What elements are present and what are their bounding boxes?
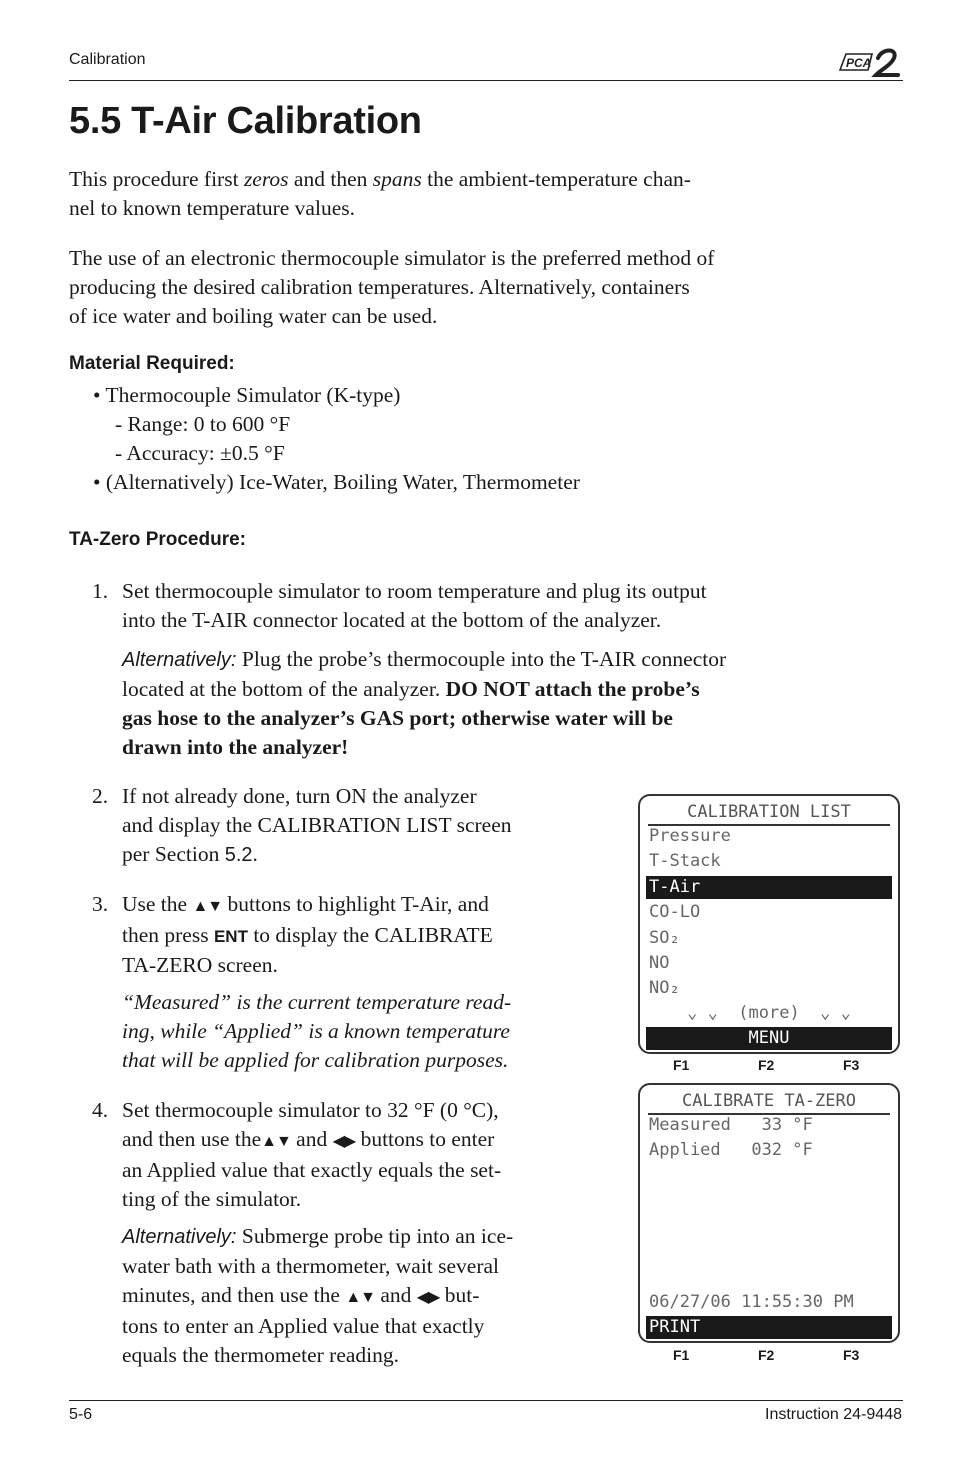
running-header: Calibration — [69, 51, 146, 68]
calibration-list-item[interactable]: NO — [649, 953, 670, 973]
text-line: The use of an electronic thermocouple simulator is the preferred method of — [69, 246, 715, 270]
applied-value[interactable]: Applied 032 °F — [649, 1140, 813, 1160]
text-run: minutes, and then use the — [122, 1283, 346, 1307]
intro-paragraph-1 — [69, 165, 899, 223]
up-down-arrows-icon: ▲▼ — [261, 1133, 291, 1150]
text-line: ing, while “Applied” is a known temperature — [122, 1019, 510, 1043]
emphasis-zeros: zeros — [243, 167, 289, 191]
text-line: water bath with a thermometer, wait several — [122, 1254, 500, 1278]
material-item: • (Alternatively) Ice-Water, Boiling Water, Thermometer — [93, 470, 580, 494]
step-3-text — [122, 890, 493, 980]
text-line: If not already done, turn ON the analyzer — [122, 784, 477, 808]
step-3-note — [122, 988, 511, 1075]
step-number: 1. — [92, 579, 109, 603]
material-heading: Material Required: — [69, 353, 235, 374]
ent-key-label: ENT — [213, 927, 248, 946]
text-line: producing the desired calibration temperatures. Alternatively, containers — [69, 275, 690, 299]
text-line: of ice water and boiling water can be used. — [69, 304, 438, 328]
alternatively-label: Alternatively: — [122, 1226, 237, 1248]
text-line: an Applied value that exactly equals the set- — [122, 1158, 502, 1182]
warning-text: gas hose to the analyzer’s GAS port; otherwise water will be — [122, 706, 673, 730]
text-line: equals the thermometer reading. — [122, 1343, 400, 1367]
text-line: Set thermocouple simulator to 32 °F (0 °C), — [122, 1098, 499, 1122]
text-run: per Section — [122, 842, 225, 866]
warning-text: drawn into the analyzer! — [122, 735, 349, 759]
step-number: 3. — [92, 892, 109, 916]
calibration-list-item[interactable]: T-Stack — [649, 851, 721, 871]
text-run: buttons to enter — [355, 1127, 495, 1151]
footer-rule — [69, 1400, 903, 1401]
alternatively-label: Alternatively: — [122, 649, 237, 671]
material-subitem: - Range: 0 to 600 °F — [115, 412, 291, 436]
text-line: that will be applied for calibration purposes. — [122, 1048, 509, 1072]
text-run: and then — [288, 167, 373, 191]
more-indicator: ⌄ ⌄ (more) ⌄ ⌄ — [687, 1003, 851, 1023]
step-4-text — [122, 1096, 501, 1214]
text-line: Set thermocouple simulator to room temperature and plug its output — [122, 579, 707, 603]
step-2-text — [122, 782, 512, 870]
svg-text:PCA: PCA — [846, 56, 872, 70]
calibrate-ta-zero-screen — [638, 1083, 900, 1343]
material-item: • Thermocouple Simulator (K-type) — [93, 383, 401, 407]
calibration-list-item[interactable]: NO₂ — [649, 978, 680, 998]
f2-key-label: F2 — [758, 1057, 775, 1073]
page-title: 5.5 T-Air Calibration — [69, 100, 422, 142]
text-run: but- — [439, 1283, 480, 1307]
step-4-alternative — [122, 1222, 513, 1370]
menu-softkey[interactable]: MENU — [646, 1027, 892, 1050]
left-right-arrows-icon: ◀▶ — [416, 1289, 440, 1306]
material-subitem: - Accuracy: ±0.5 °F — [115, 441, 285, 465]
text-run: This procedure first — [69, 167, 244, 191]
up-down-arrows-icon: ▲▼ — [192, 898, 223, 915]
text-line: TA-ZERO screen. — [122, 953, 278, 977]
text-run: . — [252, 842, 258, 866]
print-softkey[interactable]: PRINT — [646, 1316, 892, 1339]
text-run: located at the bottom of the analyzer. — [122, 677, 446, 701]
calibration-list-screen — [638, 794, 900, 1054]
screen-title: CALIBRATION LIST — [648, 800, 890, 826]
text-run: the ambient-temperature chan- — [421, 167, 691, 191]
date-time: 06/27/06 11:55:30 PM — [649, 1292, 854, 1312]
warning-text: DO NOT attach the probe’s — [445, 677, 700, 701]
intro-paragraph-2 — [69, 244, 909, 331]
text-run: Plug the probe’s thermocouple into the T-AIR connector — [236, 647, 727, 671]
text-run: to display the CALIBRATE — [247, 923, 493, 947]
calibration-list-item[interactable]: SO₂ — [649, 928, 680, 948]
f1-key-label: F1 — [673, 1347, 690, 1363]
text-run: buttons to highlight T-Air, and — [222, 892, 489, 916]
emphasis-spans: spans — [372, 167, 422, 191]
text-line: “Measured” is the current temperature read- — [122, 990, 512, 1014]
procedure-heading: TA-Zero Procedure: — [69, 529, 247, 550]
text-line: into the T-AIR connector located at the bottom of the analyzer. — [122, 608, 662, 632]
text-line: tons to enter an Applied value that exactly — [122, 1314, 485, 1338]
f3-key-label: F3 — [843, 1057, 860, 1073]
measured-reading: Measured 33 °F — [649, 1115, 813, 1135]
text-line: and display the CALIBRATION LIST screen — [122, 813, 512, 837]
calibration-list-item[interactable]: CO-LO — [649, 902, 701, 922]
document-number: Instruction 24-9448 — [765, 1406, 902, 1423]
section-reference: 5.2 — [224, 844, 253, 866]
step-1-alternative — [122, 645, 902, 762]
text-run: and then use the — [122, 1127, 262, 1151]
calibration-list-item[interactable]: Pressure — [649, 826, 731, 846]
header-rule — [69, 80, 903, 81]
step-number: 2. — [92, 784, 109, 808]
text-run: and — [290, 1127, 333, 1151]
step-1-text — [122, 577, 707, 635]
pca2-logo — [838, 46, 902, 78]
text-run: nel to known temperature values. — [69, 196, 355, 220]
text-run: Use the — [122, 892, 193, 916]
f1-key-label: F1 — [673, 1057, 690, 1073]
page-number: 5-6 — [69, 1406, 93, 1423]
up-down-arrows-icon: ▲▼ — [345, 1289, 375, 1306]
text-line: ting of the simulator. — [122, 1187, 302, 1211]
step-number: 4. — [92, 1098, 109, 1122]
text-run: and — [375, 1283, 417, 1307]
screen-title: CALIBRATE TA-ZERO — [648, 1089, 890, 1115]
f3-key-label: F3 — [843, 1347, 860, 1363]
text-run: then press — [122, 923, 214, 947]
left-right-arrows-icon: ◀▶ — [332, 1133, 356, 1150]
calibration-list-item-selected[interactable]: T-Air — [646, 876, 892, 899]
text-run: Submerge probe tip into an ice- — [236, 1224, 514, 1248]
f2-key-label: F2 — [758, 1347, 775, 1363]
